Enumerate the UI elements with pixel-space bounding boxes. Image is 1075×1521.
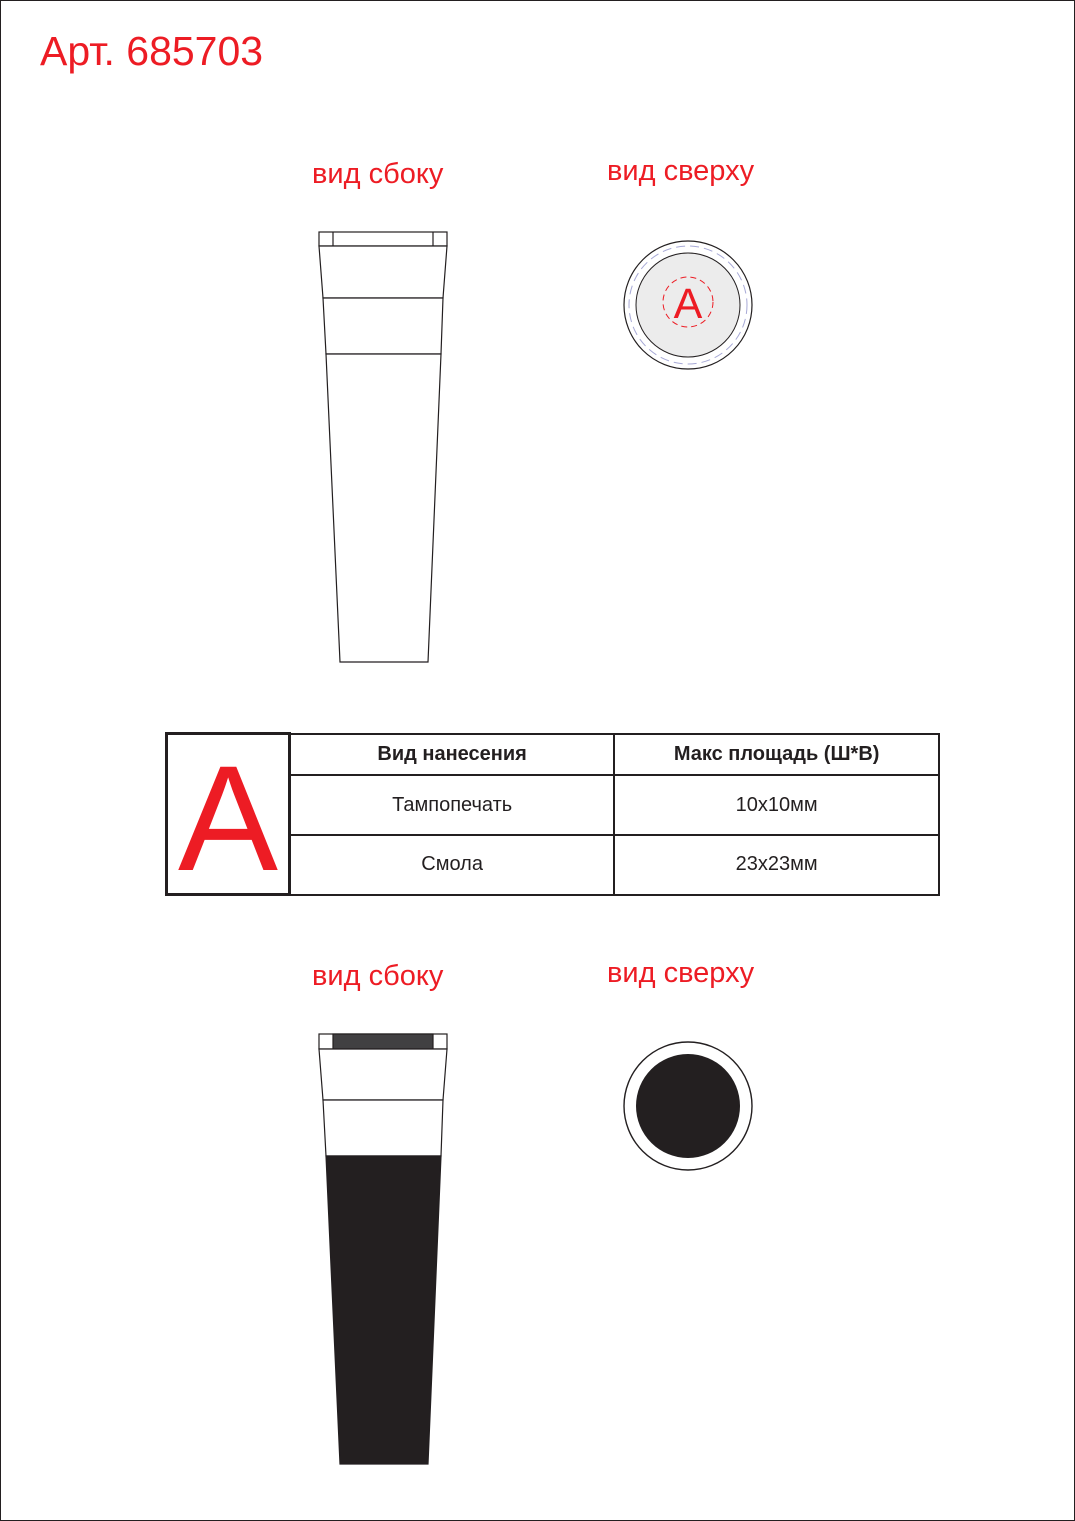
zone-letter: A bbox=[177, 734, 279, 902]
top-view-filled bbox=[624, 1042, 752, 1170]
side-view-outline bbox=[319, 232, 447, 662]
side-view-label: вид сбоку bbox=[312, 158, 444, 190]
application-spec-table bbox=[165, 732, 940, 902]
cap-lower-band bbox=[323, 298, 443, 354]
method-cell: Смола bbox=[290, 835, 615, 895]
side-view-filled bbox=[319, 1034, 447, 1464]
area-cell: 23х23мм bbox=[614, 835, 939, 895]
top-view-label: вид сверху bbox=[607, 155, 755, 187]
body-tapered bbox=[326, 354, 441, 662]
article-title: Арт. 685703 bbox=[40, 28, 264, 74]
zone-a-mark: A bbox=[673, 280, 703, 328]
area-cell: 10х10мм bbox=[614, 775, 939, 835]
side-view-label-filled: вид сбоку bbox=[312, 960, 444, 992]
header-max-area: Макс площадь (Ш*В) bbox=[614, 734, 939, 776]
header-method: Вид нанесения bbox=[290, 734, 615, 776]
cap-lower-band-filled bbox=[323, 1100, 443, 1156]
cap-upper-band-filled bbox=[319, 1049, 447, 1100]
body-tapered-filled bbox=[326, 1156, 441, 1464]
cap-top-dark-band bbox=[333, 1034, 433, 1049]
top-view-outline bbox=[624, 241, 752, 369]
top-view-label-filled: вид сверху bbox=[607, 957, 755, 989]
method-cell: Тампопечать bbox=[290, 775, 615, 835]
zone-cell bbox=[167, 734, 290, 902]
cap-upper-band bbox=[319, 246, 447, 298]
cap-top-rim bbox=[319, 232, 447, 246]
top-inner-circle-filled bbox=[636, 1054, 740, 1158]
